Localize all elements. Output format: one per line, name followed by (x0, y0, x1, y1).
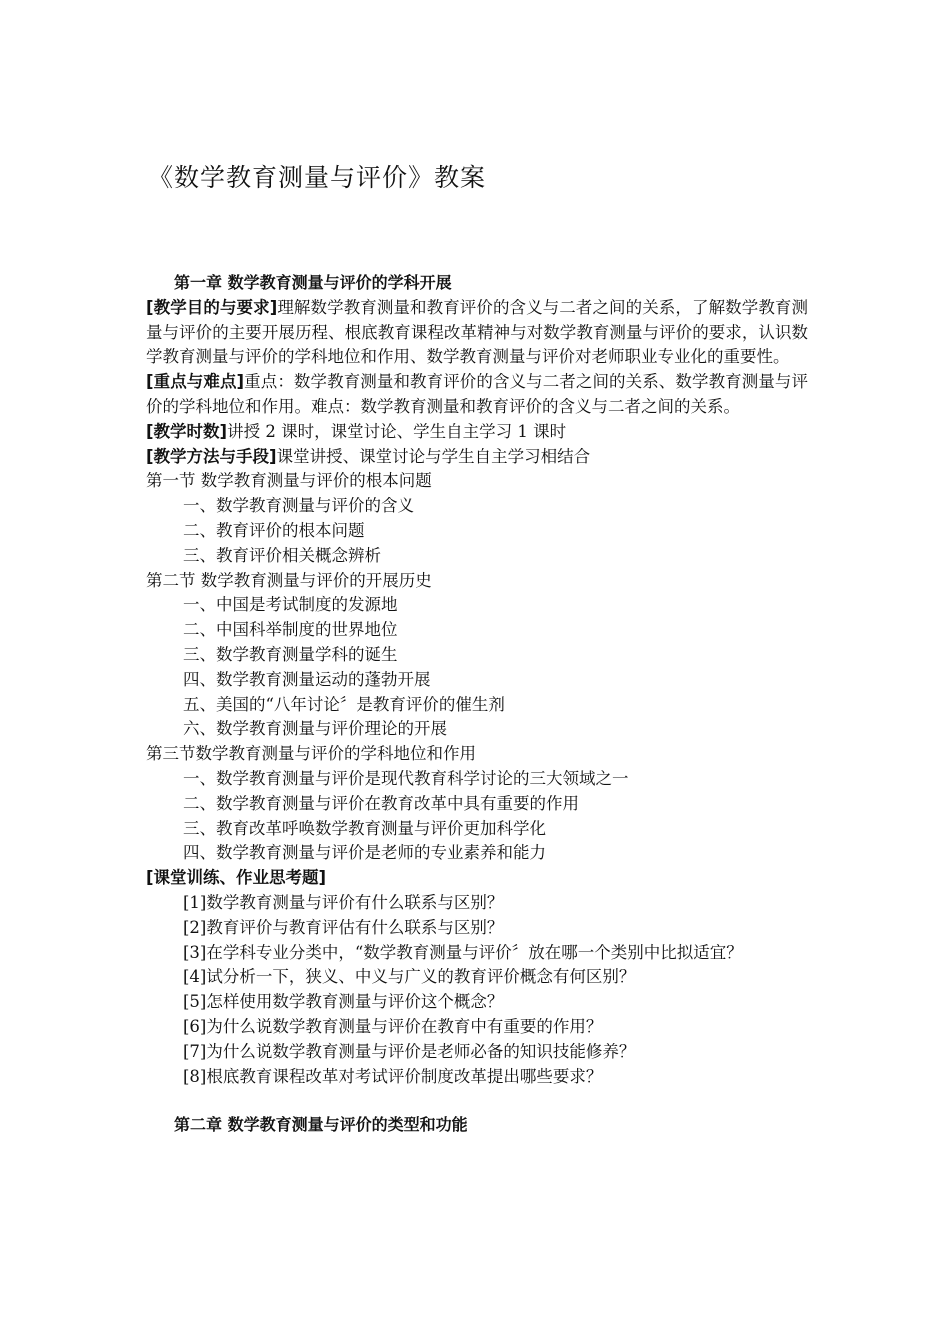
exercise-question: [7]为什么说数学教育测量与评价是老师必备的知识技能修养？ (183, 1041, 636, 1061)
section-2-item: 三、数学教育测量学科的诞生 (183, 644, 398, 664)
exercise-question: [5]怎样使用数学教育测量与评价这个概念？ (183, 992, 504, 1012)
section-1-item: 一、数学教育测量与评价的含义 (183, 496, 414, 516)
section-1-title: 第一节 数学教育测量与评价的根本问题 (146, 471, 432, 491)
exercise-question: [8]根底教育课程改革对考试评价制度改革提出哪些要求？ (183, 1066, 603, 1086)
section-2-item: 五、美国的“八年讨论〞是教育评价的催生剂 (183, 694, 505, 714)
key-points-text: 重点：数学教育测量和教育评价的含义与二者之间的关系、数学教育测量与评价的学科地位和作用。难点：数学教育测量和教育评价的含义与二者之间的关系。 (146, 372, 808, 416)
exercise-question: [1]数学教育测量与评价有什么联系与区别？ (183, 892, 504, 912)
document-title: 《数学教育测量与评价》教案 (148, 163, 487, 192)
section-2-item: 一、中国是考试制度的发源地 (183, 595, 398, 615)
section-2-item: 二、中国科举制度的世界地位 (183, 620, 398, 640)
objectives-paragraph (146, 296, 808, 370)
section-3-item: 三、教育改革呼唤数学教育测量与评价更加科学化 (183, 818, 546, 838)
objectives-tag: [教学目的与要求] (146, 297, 278, 317)
exercise-question: [4]试分析一下，狭义、中义与广义的教育评价概念有何区别？ (183, 967, 636, 987)
section-3-item: 一、数学教育测量与评价是现代教育科学讨论的三大领域之一 (183, 768, 629, 788)
section-3-item: 四、数学教育测量与评价是老师的专业素养和能力 (183, 843, 546, 863)
exercise-question: [3]在学科专业分类中，“数学教育测量与评价〞放在哪一个类别中比拟适宜？ (183, 942, 743, 962)
hours-tag: [教学时数] (146, 421, 228, 441)
exercises-heading: [课堂训练、作业思考题] (146, 868, 327, 888)
spacer (146, 1089, 808, 1113)
section-2-item: 六、数学教育测量与评价理论的开展 (183, 719, 447, 739)
section-1-item: 二、教育评价的根本问题 (183, 520, 365, 540)
hours-paragraph (146, 420, 808, 445)
key-points-paragraph (146, 370, 808, 420)
methods-text: 课堂讲授、课堂讨论与学生自主学习相结合 (276, 446, 591, 466)
objectives-text: 理解数学教育测量和教育评价的含义与二者之间的关系，了解数学教育测量与评价的主要开展历程、根底教育课程改革精神与对数学教育测量与评价的要求，认识数学教育测量与评价的学科地位和作用、数学教育测量与评价对老师职业专业化的重要性。 (146, 297, 808, 367)
hours-text: 讲授 2 课时，课堂讨论、学生自主学习 1 课时 (227, 421, 567, 441)
section-1-item: 三、教育评价相关概念辨析 (183, 545, 381, 565)
section-3-title: 第三节数学教育测量与评价的学科地位和作用 (146, 744, 476, 764)
exercise-question: [6]为什么说数学教育测量与评价在教育中有重要的作用？ (183, 1016, 603, 1036)
chapter-2-heading: 第二章 数学教育测量与评价的类型和功能 (174, 1115, 468, 1135)
section-2-title: 第二节 数学教育测量与评价的开展历史 (146, 570, 432, 590)
key-points-tag: [重点与难点] (146, 372, 245, 392)
methods-tag: [教学方法与手段] (146, 446, 277, 466)
chapter-1-heading: 第一章 数学教育测量与评价的学科开展 (174, 273, 452, 292)
section-3-item: 二、数学教育测量与评价在教育改革中具有重要的作用 (183, 793, 579, 813)
exercise-question: [2]教育评价与教育评估有什么联系与区别？ (183, 917, 504, 937)
document-body (146, 271, 808, 1138)
methods-paragraph (146, 445, 808, 470)
section-2-item: 四、数学教育测量运动的蓬勃开展 (183, 669, 431, 689)
